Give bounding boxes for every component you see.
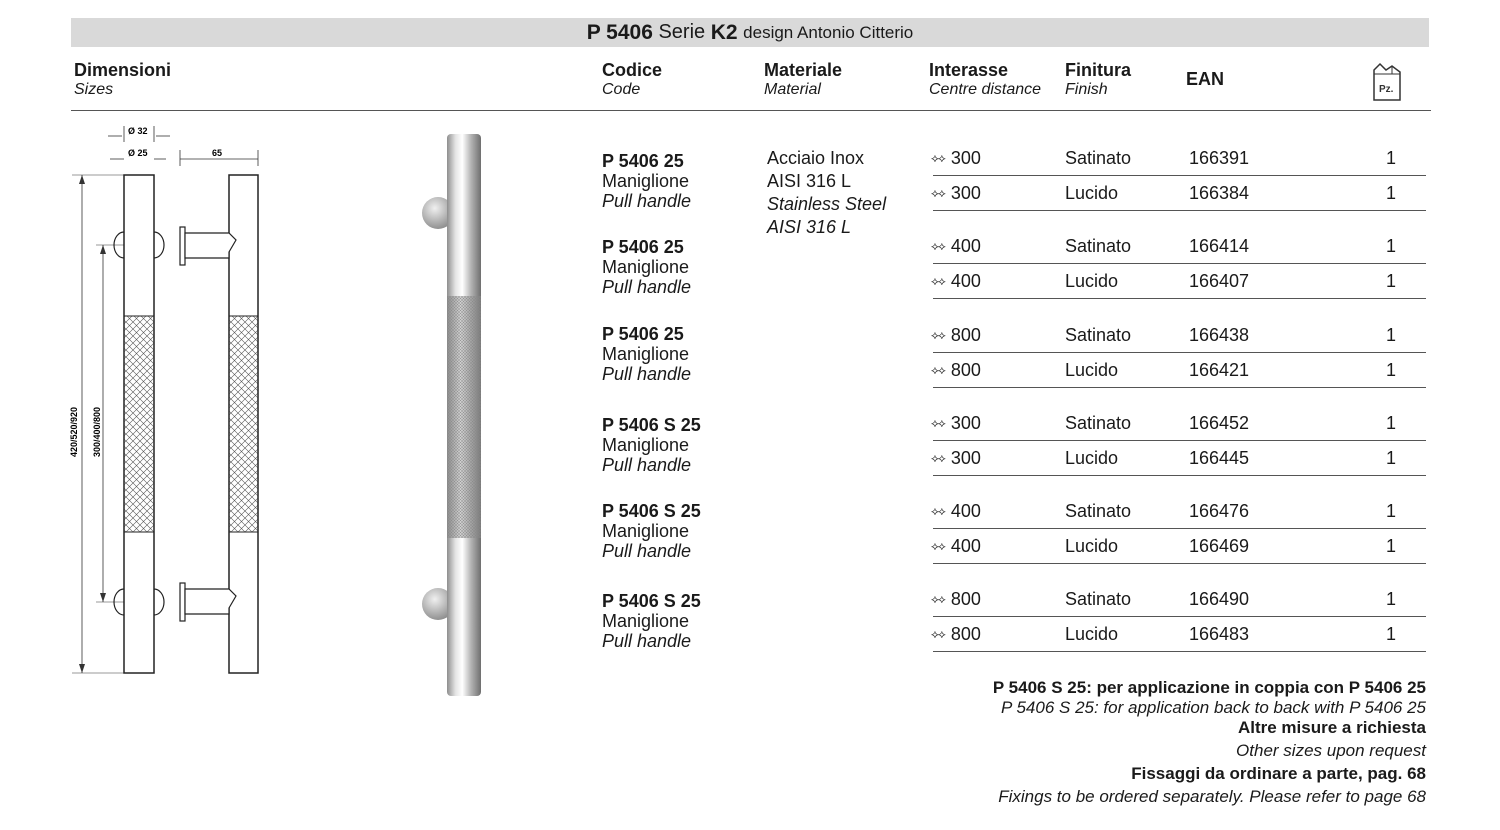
product-block: P 5406 S 25 Maniglione Pull handle bbox=[602, 501, 701, 561]
table-row: ⟡⟡ 300 Satinato 166452 1 bbox=[931, 413, 1426, 437]
product-block: P 5406 25 Maniglione Pull handle bbox=[602, 237, 692, 297]
title-designer: design Antonio Citterio bbox=[743, 22, 914, 42]
dim-overall-length: 420/520/920 bbox=[69, 406, 79, 457]
table-row: ⟡⟡ 800 Lucido 166483 1 bbox=[931, 624, 1426, 648]
note-fix-en: Fixings to be ordered separately. Please refer to page 68 bbox=[998, 787, 1426, 806]
product-block: P 5406 25 Maniglione Pull handle bbox=[602, 324, 692, 384]
table-row: ⟡⟡ 800 Lucido 166421 1 bbox=[931, 360, 1426, 384]
title-code: P 5406 bbox=[586, 20, 653, 44]
centre-distance-icon: ⟡⟡ bbox=[931, 239, 945, 253]
note-pair-en: P 5406 S 25: for application back to back with P 5406 25 bbox=[1001, 698, 1426, 717]
centre-distance-icon: ⟡⟡ bbox=[931, 416, 945, 430]
note-pair-it: P 5406 S 25: per applicazione in coppia con P 5406 25 bbox=[992, 678, 1426, 697]
table-row: ⟡⟡ 400 Satinato 166414 1 bbox=[931, 236, 1426, 260]
table-row: ⟡⟡ 400 Lucido 166407 1 bbox=[931, 271, 1426, 295]
table-row: ⟡⟡ 300 Lucido 166445 1 bbox=[931, 448, 1426, 472]
table-row: ⟡⟡ 400 Lucido 166469 1 bbox=[931, 536, 1426, 560]
centre-distance-icon: ⟡⟡ bbox=[931, 363, 945, 377]
technical-drawing bbox=[60, 118, 275, 693]
note-other-it: Altre misure a richiesta bbox=[1237, 718, 1426, 737]
header-ean: EAN bbox=[1186, 69, 1225, 89]
material-description: Acciaio Inox AISI 316 L Stainless Steel AISI 316 L bbox=[767, 148, 887, 237]
dim-centre-distance: 300/400/800 bbox=[92, 406, 102, 457]
centre-distance-icon: ⟡⟡ bbox=[931, 592, 945, 606]
footnotes bbox=[993, 678, 1426, 807]
table-row: ⟡⟡ 300 Lucido 166384 1 bbox=[931, 183, 1426, 207]
product-photo bbox=[415, 128, 495, 703]
header-finish: Finitura Finish bbox=[1065, 60, 1131, 98]
header-material: Materiale Material bbox=[764, 60, 843, 98]
product-block: P 5406 S 25 Maniglione Pull handle bbox=[602, 591, 701, 651]
centre-distance-icon: ⟡⟡ bbox=[931, 504, 945, 518]
dim-depth: 65 bbox=[212, 148, 223, 158]
catalog-title-bar bbox=[71, 18, 1429, 47]
title-name: K2 bbox=[710, 20, 738, 44]
header-code: Codice Code bbox=[602, 60, 663, 98]
table-row: ⟡⟡ 800 Satinato 166490 1 bbox=[931, 589, 1426, 613]
table-row: ⟡⟡ 800 Satinato 166438 1 bbox=[931, 325, 1426, 349]
pack-icon-label: Pz. bbox=[1379, 84, 1394, 95]
centre-distance-icon: ⟡⟡ bbox=[931, 186, 945, 200]
package-pieces-icon bbox=[1370, 62, 1404, 104]
table-row: ⟡⟡ 300 Satinato 166391 1 bbox=[931, 148, 1426, 172]
table-row: ⟡⟡ 400 Satinato 166476 1 bbox=[931, 501, 1426, 525]
dim-outer-diameter: Ø 32 bbox=[128, 126, 148, 136]
note-other-en: Other sizes upon request bbox=[1236, 741, 1426, 760]
header-divider bbox=[71, 110, 1431, 111]
centre-distance-icon: ⟡⟡ bbox=[931, 328, 945, 342]
header-distance: Interasse Centre distance bbox=[929, 60, 1042, 98]
header-sizes: Dimensioni Sizes bbox=[74, 60, 172, 98]
dim-inner-diameter: Ø 25 bbox=[128, 148, 148, 158]
title-serie: Serie bbox=[658, 21, 706, 43]
centre-distance-icon: ⟡⟡ bbox=[931, 274, 945, 288]
product-block: P 5406 S 25 Maniglione Pull handle bbox=[602, 415, 701, 475]
centre-distance-icon: ⟡⟡ bbox=[931, 539, 945, 553]
product-block: P 5406 25 Maniglione Pull handle bbox=[602, 151, 692, 211]
note-fix-it: Fissaggi da ordinare a parte, pag. 68 bbox=[1131, 764, 1426, 783]
centre-distance-icon: ⟡⟡ bbox=[931, 451, 945, 465]
centre-distance-icon: ⟡⟡ bbox=[931, 151, 945, 165]
centre-distance-icon: ⟡⟡ bbox=[931, 627, 945, 641]
